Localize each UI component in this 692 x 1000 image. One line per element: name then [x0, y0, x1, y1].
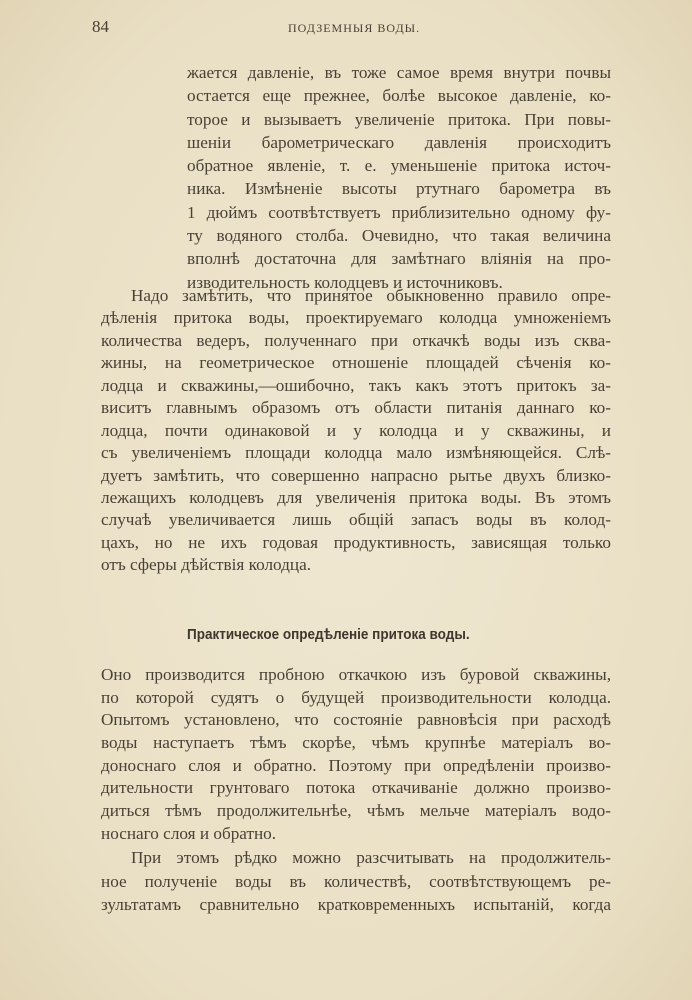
text-line: изводительность колодцевъ и источниковъ.	[187, 272, 503, 292]
text-line: диться тѣмъ продолжительнѣе, чѣмъ мельче матеріалъ водо-	[101, 801, 611, 821]
text-line: дительности грунтоваго потока откачиваніе должно произво-	[101, 778, 611, 798]
text-line: ное полученіе воды въ количествѣ, соотвѣтствующемъ ре-	[101, 871, 611, 891]
paragraph-4	[101, 846, 611, 917]
text-line: При этомъ рѣдко можно разсчитывать на продолжитель-	[131, 848, 611, 867]
running-title: ПОДЗЕМНЫЯ ВОДЫ.	[288, 21, 421, 35]
text-line: цахъ, но не ихъ годовая продуктивность, зависящая только	[101, 532, 611, 552]
text-line: обратное явленіе, т. е. уменьшеніе притока источ-	[187, 156, 611, 176]
text-line: лежащихъ колодцевъ для увеличенія притока воды. Въ этомъ	[101, 487, 611, 507]
text-line: жины, на геометрическое отношеніе площадей сѣченія ко-	[101, 353, 611, 373]
text-line: ника. Измѣненіе высоты ртутнаго барометра въ	[187, 179, 611, 199]
text-line: дуетъ замѣтить, что совершенно напрасно рытье двухъ близко-	[101, 465, 611, 485]
paragraph-3	[101, 664, 611, 846]
text-line: отъ сферы дѣйствія колодца.	[101, 555, 312, 575]
paragraph-1	[187, 61, 611, 294]
text-line: количества ведеръ, полученнаго при откачкѣ воды изъ сква-	[101, 330, 611, 350]
text-line: Надо замѣтить, что принятое обыкновенно правило опре-	[131, 286, 611, 305]
text-line: шеніи барометрическаго давленія происходитъ	[187, 132, 611, 152]
text-line: дѣленія притока воды, проектируемаго колодца умноженіемъ	[101, 308, 611, 328]
text-line: съ увеличеніемъ площади колодца мало измѣняющейся. Слѣ-	[101, 443, 611, 463]
text-line: доноснаго слоя и обратно. Поэтому при опредѣленіи произво-	[101, 755, 611, 775]
text-line: вполнѣ достаточна для замѣтнаго вліянія на про-	[187, 249, 611, 269]
text-line: торое и вызываетъ увеличеніе притока. При повы-	[187, 109, 611, 129]
text-line: лодца, почти одинаковой и у колодца и у скважины, и	[101, 420, 611, 440]
text-line: 1 дюймъ соотвѣтствуетъ приблизительно одному фу-	[187, 202, 611, 222]
text-line: зультатамъ сравнительно кратковременныхъ испытаній, когда	[101, 895, 611, 914]
text-line: воды наступаетъ тѣмъ скорѣе, чѣмъ крупнѣе матеріалъ во-	[101, 733, 611, 753]
text-line: остается еще прежнее, болѣе высокое давленіе, ко-	[187, 86, 611, 106]
text-line: виситъ главнымъ образомъ отъ области питанія даннаго ко-	[101, 398, 611, 418]
text-line: Опытомъ установлено, что состояніе равновѣсія при расходѣ	[101, 710, 611, 730]
paragraph-2	[101, 285, 611, 577]
page-number: 84	[92, 17, 109, 36]
text-line: жается давленіе, въ тоже самое время внутри почвы	[187, 63, 611, 82]
text-line: лодца и скважины,—ошибочно, такъ какъ этотъ притокъ за-	[101, 375, 611, 395]
text-line: Оно производится пробною откачкою изъ буровой скважины,	[101, 665, 611, 684]
text-line: носнаго слоя и обратно.	[101, 823, 277, 843]
text-line: по которой судятъ о будущей производительности колодца.	[101, 687, 611, 707]
text-line: ту водяного столба. Очевидно, что такая величина	[187, 226, 611, 246]
text-line: случаѣ увеличивается лишь общій запасъ воды въ колод-	[101, 510, 611, 530]
section-heading: Практическое опредѣленіе притока воды.	[187, 626, 470, 643]
